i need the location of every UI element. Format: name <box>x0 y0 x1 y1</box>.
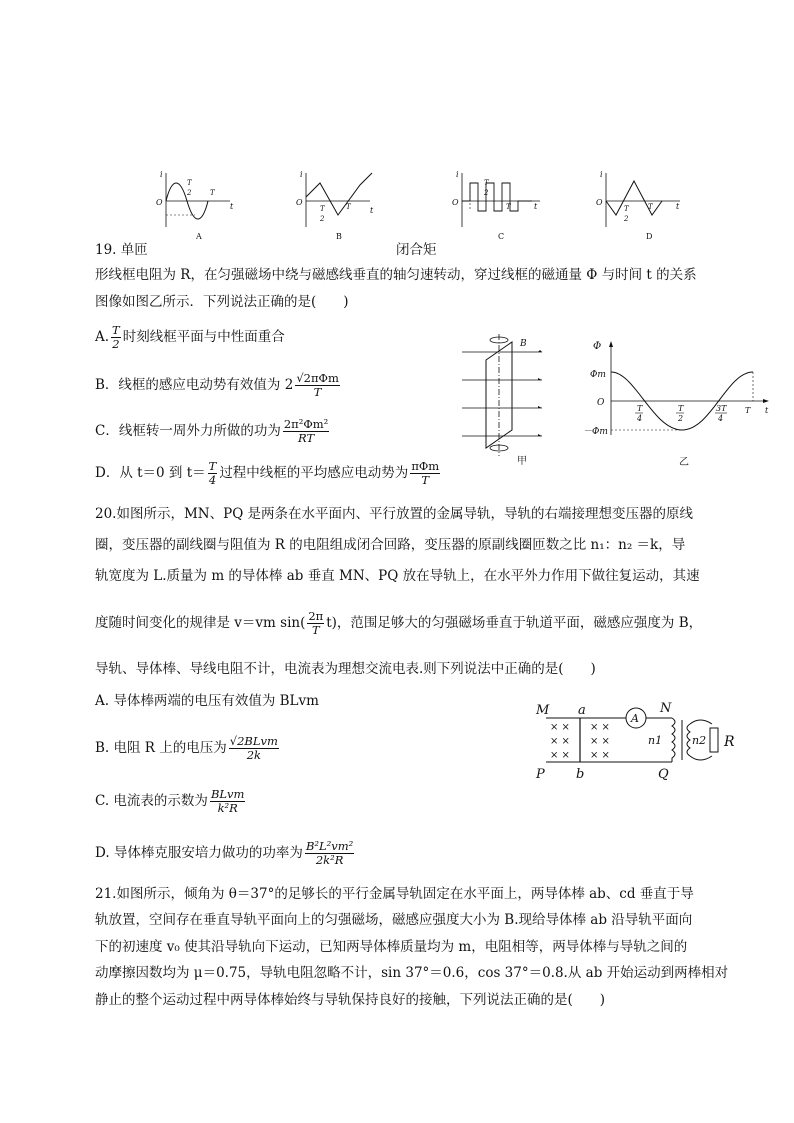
svg-text:4: 4 <box>637 414 643 423</box>
svg-text:t: t <box>534 202 538 211</box>
fig-jia-caption: 甲 <box>517 456 527 467</box>
label-P: P <box>536 767 545 782</box>
svg-text:× ×: × × <box>590 722 610 733</box>
svg-text:O: O <box>596 198 603 207</box>
q19-option-a[interactable]: A. $\frac{T}{2}$ 时刻线框平面与中性面重合 <box>95 323 285 351</box>
q20-line2: 圈，变压器的副线圈与阻值为 R 的电阻组成闭合回路，变压器的原副线圈匝数之比 n₁：n₂ ＝k，导 <box>95 537 686 553</box>
svg-text:T: T <box>187 179 192 187</box>
graph-b <box>296 170 374 241</box>
q19-option-c[interactable]: C．线框转一周外力所做的功为 $\frac{\text{2π²Φm²}}{RT}$ <box>95 417 329 445</box>
svg-text:O: O <box>597 398 605 408</box>
svg-text:2: 2 <box>624 215 629 223</box>
label-Q: Q <box>658 767 669 782</box>
q21-line5: 静止的整个运动过程中两导体棒始终与导轨保持良好的接触，下列说法正确的是( ) <box>95 992 606 1008</box>
graph-d-label: D <box>646 232 653 241</box>
q19-option-b[interactable]: B．线框的感应电动势有效值为 2 $\frac{\text{√2πΦm}}{T}$ <box>95 371 339 399</box>
svg-text:T: T <box>745 406 751 415</box>
svg-text:× ×: × × <box>550 722 570 733</box>
svg-text:T: T <box>678 404 684 413</box>
q21-line2: 轨放置，空间存在垂直导轨平面向上的匀强磁场，磁感应强度大小为 B.现给导体棒 ab 沿导轨平面向 <box>95 912 693 928</box>
svg-text:2: 2 <box>187 189 192 197</box>
q20-option-d[interactable]: D. 导体棒克服安培力做功的功率为 $\frac{\text{B²L²vm²}}{\text{2k²R}}$ <box>95 839 354 867</box>
graph-c-label: C <box>498 232 505 241</box>
q20-line4: 度随时间变化的规律是 v＝vm sin( $\frac{2\pi}{T}$ t)，范围足够大的匀强磁场垂直于轨道平面，磁感应强度为 B， <box>95 609 703 637</box>
q21-line3: 下的初速度 v₀ 使其沿导轨向下运动，已知两导体棒质量均为 m，电阻相等，两导体棒与导轨之间的 <box>95 939 688 955</box>
svg-text:T: T <box>624 205 629 213</box>
q21-line4: 动摩擦因数均为 μ＝0.75，导轨电阻忽略不计，sin 37°＝0.6，cos 37°＝0.8.从 ab 开始运动到两棒相对 <box>95 965 729 981</box>
q19-figure-yi <box>575 335 775 475</box>
axis-i-label: i <box>160 170 163 179</box>
label-a: a <box>578 703 586 718</box>
q19-line2: 形线框电阻为 R，在匀强磁场中绕与磁感线垂直的轴匀速转动，穿过线框的磁通量 Φ 与时间 t 的关系 <box>95 267 697 283</box>
q20-circuit-figure <box>530 698 760 783</box>
graph-d <box>596 170 680 241</box>
graph-b-label: B <box>336 232 342 241</box>
fig-yi-neg-phim-label: －Φm <box>583 427 608 437</box>
fig-jia-b-label: B <box>520 339 527 349</box>
label-b: b <box>576 767 585 782</box>
svg-text:T: T <box>320 205 325 213</box>
q20-line5: 导轨、导体棒、导线电阻不计，电流表为理想交流电表.则下列说法中正确的是( ) <box>95 661 596 677</box>
q20-option-a[interactable]: A. 导体棒两端的电压有效值为 BLvm <box>95 693 319 709</box>
q19-option-d[interactable]: D．从 t＝0 到 t＝ $\frac{T}{4}$ 过程中线框的平均感应电动势为 $\frac{\text{πΦm}}{T}$ <box>95 459 440 487</box>
axis-t-label: t <box>230 202 234 211</box>
svg-text:T: T <box>210 189 215 197</box>
svg-text:T: T <box>484 179 489 187</box>
svg-text:t: t <box>765 406 769 415</box>
svg-text:2: 2 <box>484 189 489 197</box>
svg-text:4: 4 <box>718 414 724 423</box>
label-N: N <box>660 701 672 716</box>
q20-option-c[interactable]: C. 电流表的示数为 $\frac{\text{BLvm}}{\text{k²R}}$ <box>95 787 245 815</box>
svg-text:O: O <box>296 198 303 207</box>
svg-text:t: t <box>370 206 374 215</box>
label-n1: n1 <box>648 734 663 747</box>
svg-text:2: 2 <box>320 215 325 223</box>
label-n2: n2 <box>692 734 707 747</box>
svg-text:T: T <box>506 203 511 211</box>
svg-text:t: t <box>676 202 680 211</box>
fig-yi-phi-label: Φ <box>593 341 602 352</box>
q21-line1: 21.如图所示，倾角为 θ＝37°的足够长的平行金属导轨固定在水平面上，两导体棒 ab、cd 垂直于导 <box>95 886 694 902</box>
graph-a-label: A <box>196 232 202 241</box>
q20-option-b[interactable]: B. 电阻 R 上的电压为 $\frac{\text{√2BLvm}}{2k}$ <box>95 734 278 762</box>
fig-yi-caption: 乙 <box>679 457 689 468</box>
q19-number: 19. 单匝 <box>95 242 148 258</box>
q20-line1: 20.如图所示，MN、PQ 是两条在水平面内、平行放置的金属导轨，导轨的右端接理想变压器的原线 <box>95 506 694 522</box>
svg-text:i: i <box>300 170 303 179</box>
svg-text:× ×: × × <box>590 736 610 747</box>
svg-text:× ×: × × <box>590 750 610 761</box>
axis-o-label: O <box>156 198 163 207</box>
svg-text:3T: 3T <box>716 404 727 413</box>
q19-gap-text: 闭合矩 <box>396 242 437 258</box>
graph-a <box>156 170 234 241</box>
svg-text:O: O <box>452 198 459 207</box>
label-M: M <box>536 703 550 718</box>
ammeter-label: A <box>631 712 639 725</box>
fig-yi-phim-label: Φm <box>590 370 606 380</box>
svg-text:i: i <box>456 170 459 179</box>
label-R: R <box>724 734 735 750</box>
svg-text:T: T <box>637 404 643 413</box>
svg-text:T: T <box>648 203 653 211</box>
svg-text:T: T <box>346 203 351 211</box>
svg-text:× ×: × × <box>550 750 570 761</box>
q19-line3: 图像如图乙所示．下列说法正确的是( ) <box>95 294 349 310</box>
option-graphs <box>150 165 700 245</box>
svg-text:2: 2 <box>678 414 684 423</box>
q19-figure-jia <box>452 330 547 470</box>
graph-c <box>452 170 540 241</box>
svg-text:i: i <box>600 170 603 179</box>
q20-line3: 轨宽度为 L.质量为 m 的导体棒 ab 垂直 MN、PQ 放在导轨上，在水平外力作用下做往复运动，其速 <box>95 568 700 584</box>
svg-text:× ×: × × <box>550 736 570 747</box>
